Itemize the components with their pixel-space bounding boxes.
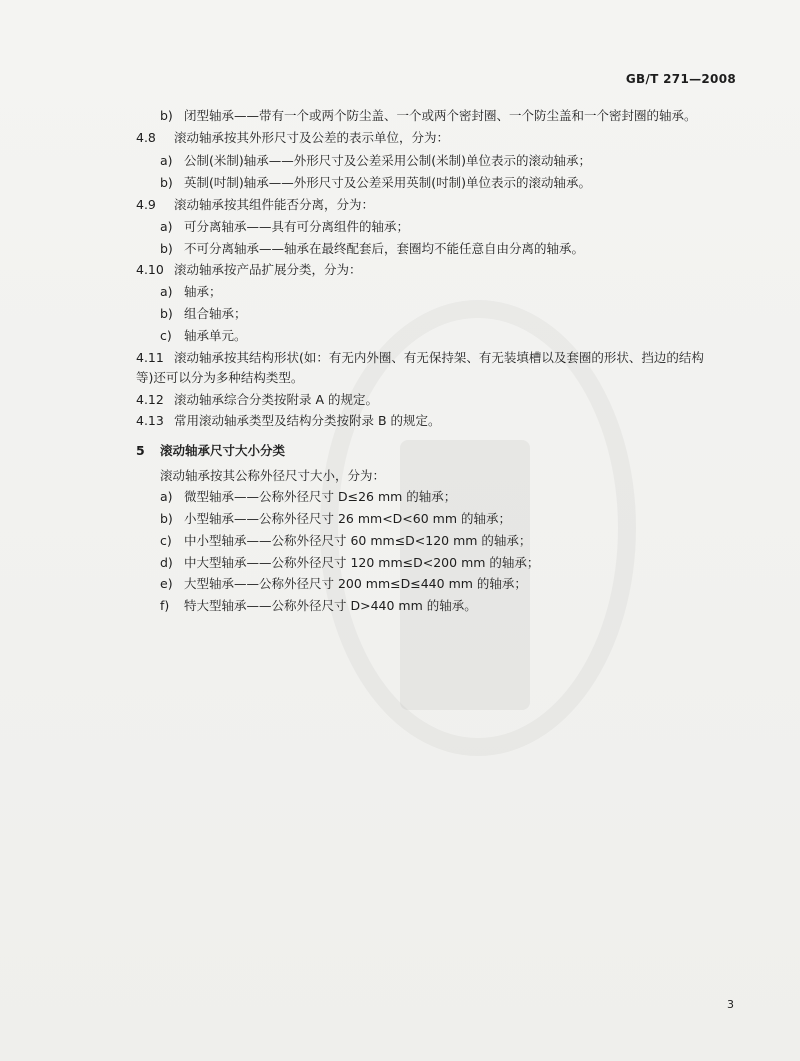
list-item: b) 小型轴承——公称外径尺寸 26 mm<D<60 mm 的轴承； xyxy=(160,511,511,526)
clause: 4.8 滚动轴承按其外形尺寸及公差的表示单位，分为： xyxy=(136,130,450,145)
list-item: c) 轴承单元。 xyxy=(160,328,247,343)
list-item: a) 公制(米制)轴承——外形尺寸及公差采用公制(米制)单位表示的滚动轴承； xyxy=(160,153,592,168)
document-id: GB/T 271—2008 xyxy=(625,72,736,86)
clause: 4.11 滚动轴承按其结构形状(如：有无内外圈、有无保持架、有无装填槽以及套圈的形状、挡边的结构 xyxy=(136,350,704,365)
list-item: b) 不可分离轴承——轴承在最终配套后，套圈均不能任意自由分离的轴承。 xyxy=(160,241,585,256)
list-item: b) 闭型轴承——带有一个或两个防尘盖、一个或两个密封圈、一个防尘盖和一个密封圈的轴承。 xyxy=(160,108,697,123)
watermark-shape xyxy=(400,440,530,710)
list-item: b) 组合轴承； xyxy=(160,306,247,321)
list-item: f) 特大型轴承——公称外径尺寸 D>440 mm 的轴承。 xyxy=(160,598,477,613)
list-item: c) 中小型轴承——公称外径尺寸 60 mm≤D<120 mm 的轴承； xyxy=(160,533,532,548)
clause: 4.12 滚动轴承综合分类按附录 A 的规定。 xyxy=(136,392,378,407)
clause: 4.13 常用滚动轴承类型及结构分类按附录 B 的规定。 xyxy=(136,413,441,428)
list-item: a) 可分离轴承——具有可分离组件的轴承； xyxy=(160,219,410,234)
list-item: a) 轴承； xyxy=(160,284,222,299)
clause: 4.10 滚动轴承按产品扩展分类，分为： xyxy=(136,262,362,277)
clause-continuation: 等)还可以分为多种结构类型。 xyxy=(136,370,304,385)
list-item: e) 大型轴承——公称外径尺寸 200 mm≤D≤440 mm 的轴承； xyxy=(160,576,527,591)
section-heading: 5 滚动轴承尺寸大小分类 xyxy=(136,443,286,458)
list-item: d) 中大型轴承——公称外径尺寸 120 mm≤D<200 mm 的轴承； xyxy=(160,555,540,570)
list-item: a) 微型轴承——公称外径尺寸 D≤26 mm 的轴承； xyxy=(160,489,457,504)
paragraph: 滚动轴承按其公称外径尺寸大小，分为： xyxy=(160,468,386,483)
list-item: b) 英制(吋制)轴承——外形尺寸及公差采用英制(吋制)单位表示的滚动轴承。 xyxy=(160,175,592,190)
page-number: 3 xyxy=(727,998,734,1011)
clause: 4.9 滚动轴承按其组件能否分离，分为： xyxy=(136,197,375,212)
